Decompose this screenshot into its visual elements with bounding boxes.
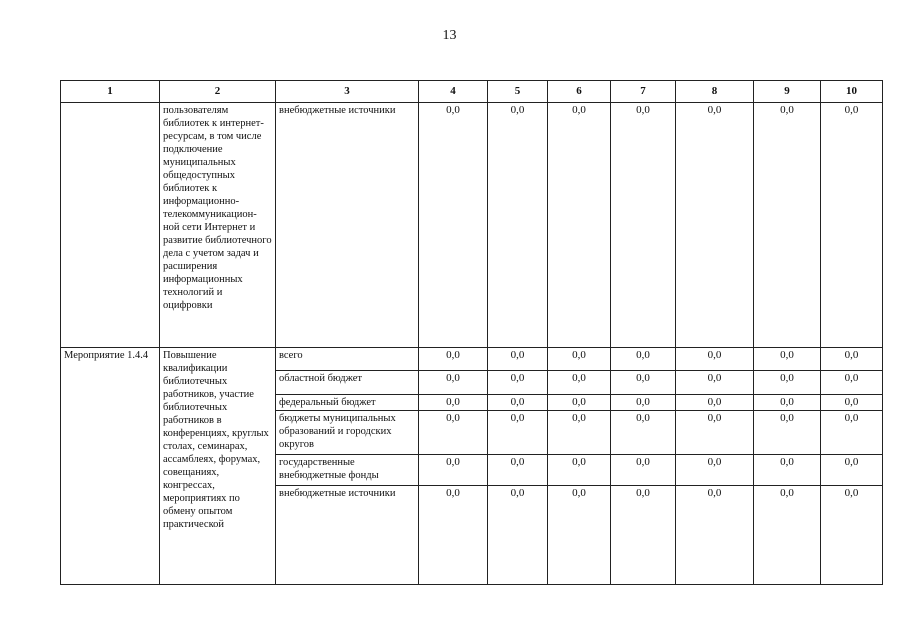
value-cell: 0,0	[419, 395, 488, 411]
measure-id-cell: Мероприятие 1.4.4	[61, 348, 160, 585]
value-cell: 0,0	[754, 103, 821, 348]
header-cell: 9	[754, 81, 821, 103]
value-cell: 0,0	[611, 371, 676, 395]
value-cell: 0,0	[488, 486, 548, 585]
value-cell: 0,0	[754, 371, 821, 395]
value-cell: 0,0	[754, 348, 821, 371]
value-cell: 0,0	[754, 486, 821, 585]
value-cell: 0,0	[548, 103, 611, 348]
measure-description-cell: пользователям библиотек к интернет-ресурсам, в том числе подключение муниципальных общедоступных библиотек к информационно-телекоммуникацион-ной сети Интернет и развитие библиотечного дела с учетом задач и расширения информационных технологий и оцифровки	[160, 103, 276, 348]
value-cell: 0,0	[419, 348, 488, 371]
value-cell: 0,0	[488, 371, 548, 395]
value-cell: 0,0	[676, 371, 754, 395]
value-cell: 0,0	[419, 103, 488, 348]
value-cell: 0,0	[821, 486, 883, 585]
value-cell: 0,0	[676, 486, 754, 585]
value-cell: 0,0	[419, 486, 488, 585]
value-cell: 0,0	[676, 411, 754, 455]
table-row	[61, 103, 883, 348]
table-row	[61, 348, 883, 371]
value-cell: 0,0	[419, 411, 488, 455]
header-cell: 10	[821, 81, 883, 103]
value-cell: 0,0	[821, 455, 883, 486]
value-cell: 0,0	[548, 395, 611, 411]
value-cell: 0,0	[548, 348, 611, 371]
value-cell: 0,0	[754, 455, 821, 486]
header-cell: 3	[276, 81, 419, 103]
header-cell: 1	[61, 81, 160, 103]
value-cell: 0,0	[754, 395, 821, 411]
value-cell: 0,0	[754, 411, 821, 455]
value-cell: 0,0	[611, 486, 676, 585]
funding-source-cell: всего	[276, 348, 419, 371]
value-cell: 0,0	[488, 395, 548, 411]
funding-source-cell: государственные внебюджетные фонды	[276, 455, 419, 486]
value-cell: 0,0	[611, 411, 676, 455]
header-cell: 6	[548, 81, 611, 103]
value-cell: 0,0	[611, 348, 676, 371]
value-cell: 0,0	[548, 411, 611, 455]
page-number: 13	[442, 28, 457, 43]
value-cell: 0,0	[676, 395, 754, 411]
header-row	[61, 81, 883, 103]
header-cell: 4	[419, 81, 488, 103]
value-cell: 0,0	[821, 411, 883, 455]
value-cell: 0,0	[488, 455, 548, 486]
header-cell: 8	[676, 81, 754, 103]
value-cell: 0,0	[548, 486, 611, 585]
value-cell: 0,0	[676, 103, 754, 348]
funding-source-cell: федеральный бюджет	[276, 395, 419, 411]
value-cell: 0,0	[419, 371, 488, 395]
value-cell: 0,0	[548, 371, 611, 395]
header-cell: 2	[160, 81, 276, 103]
value-cell: 0,0	[821, 348, 883, 371]
value-cell: 0,0	[611, 395, 676, 411]
value-cell: 0,0	[821, 103, 883, 348]
value-cell: 0,0	[611, 103, 676, 348]
value-cell: 0,0	[821, 395, 883, 411]
value-cell: 0,0	[611, 455, 676, 486]
value-cell: 0,0	[676, 455, 754, 486]
funding-source-cell: областной бюджет	[276, 371, 419, 395]
funding-source-cell: внебюджетные источники	[276, 103, 419, 348]
value-cell: 0,0	[676, 348, 754, 371]
funding-source-cell: бюджеты муниципальных образований и городских округов	[276, 411, 419, 455]
header-cell: 7	[611, 81, 676, 103]
funding-table	[60, 80, 883, 585]
value-cell: 0,0	[548, 455, 611, 486]
measure-description-cell: Повышение квалификации библиотечных работников, участие библиотечных работников в конференциях, круглых столах, семинарах, ассамблеях, форумах, совещаниях, конгрессах, мероприятиях по обмену опытом практической	[160, 348, 276, 585]
measure-id-cell	[61, 103, 160, 348]
header-cell: 5	[488, 81, 548, 103]
value-cell: 0,0	[419, 455, 488, 486]
funding-source-cell: внебюджетные источники	[276, 486, 419, 585]
value-cell: 0,0	[488, 103, 548, 348]
value-cell: 0,0	[488, 411, 548, 455]
value-cell: 0,0	[488, 348, 548, 371]
value-cell: 0,0	[821, 371, 883, 395]
